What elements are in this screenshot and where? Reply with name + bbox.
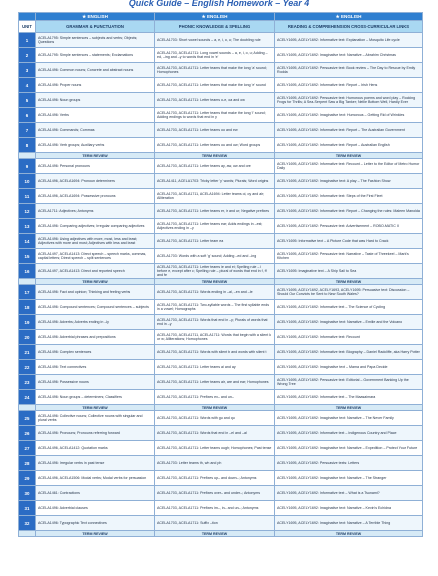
reading-cell: ACELY1695, ACELY1692: Imaginative text: Narrative – Abrahim Christmas xyxy=(275,48,423,63)
phonics-cell: ACELA1703, ACELA1711: Words with gu and qu xyxy=(155,411,275,426)
unit-row xyxy=(19,78,423,93)
reading-cell: ACELY1695, ACELY1692: Informative text: Report – Australian English xyxy=(275,138,423,153)
phonics-cell: ACELA1703, ACELA1711, ACELA1694: Letter teams oi, oy and air; Alliteration xyxy=(155,189,275,204)
grammar-cell: ACELA1795: Simple sentences – subjects and verbs; Objects; Questions xyxy=(36,33,155,48)
unit-number: 16 xyxy=(19,264,36,279)
unit-row xyxy=(19,138,423,153)
grammar-cell: ACELA1496: Comparing adjectives; Irregular comparing adjectives xyxy=(36,219,155,234)
grammar-cell: ACELA1496: Pronouns; Pronouns referring forward xyxy=(36,426,155,441)
unit-row xyxy=(19,159,423,174)
reading-cell: ACELY1695, ACELY1692: Imaginative text: Narrative – A Terrible Thing xyxy=(275,516,423,531)
header-blank xyxy=(19,13,36,21)
review-spacer xyxy=(19,531,36,537)
unit-row xyxy=(19,375,423,390)
unit-number: 10 xyxy=(19,174,36,189)
unit-number: 3 xyxy=(19,63,36,78)
unit-row xyxy=(19,249,423,264)
term-review-label-reading: TERM REVIEW xyxy=(275,405,423,411)
reading-cell: ACELY1695: Imaginative text – A Ship Sail to Sea xyxy=(275,264,423,279)
reading-cell: ACELY1695, ACELY1692: Informative text: Biography – Daniel Radcliffe, aka Harry Potter xyxy=(275,345,423,360)
phonics-header: PHONIC KNOWLEDGE & SPELLING xyxy=(155,21,275,33)
phonics-cell: ACELA1411, ACELA1703: Tricky letter 'y' words; Plurals; Word origins xyxy=(155,174,275,189)
unit-number: 30 xyxy=(19,486,36,501)
unit-number: 7 xyxy=(19,123,36,138)
phonics-cell: ACELA1703: Letter teams th, wh and ph xyxy=(155,456,275,471)
unit-number: 9 xyxy=(19,159,36,174)
grammar-header: GRAMMAR & PUNCTUATION xyxy=(36,21,155,33)
reading-cell: ACELY1695, ACELY1692: Persuasive text: Advertisement – ROBO-MATIC II xyxy=(275,219,423,234)
term-review-label-phonics: TERM REVIEW xyxy=(155,279,275,285)
unit-number: 26 xyxy=(19,426,36,441)
grammar-cell: ACELA1496: Adverbial phrases and prepositions xyxy=(36,330,155,345)
term-review-label-grammar: TERM REVIEW xyxy=(36,279,155,285)
grammar-cell: ACELA1496: Typographic Text connectives xyxy=(36,516,155,531)
phonics-cell: ACELA1703, ACELA1711: Letter team ea xyxy=(155,234,275,249)
phonics-cell: ACELA1703, ACELA1711: Letter teams er, ir and ur; Negative prefixes xyxy=(155,204,275,219)
unit-number: 11 xyxy=(19,189,36,204)
grammar-cell: ACELA1496: Noun groups – determiners; Classifiers xyxy=(36,390,155,405)
phonics-cell: ACELA1703: Short vowel sounds – a, e, i, o, u; The doubling rule xyxy=(155,33,275,48)
reading-cell: ACELY1695, ACELY1692: Informative text: Report – Changing the rules: Maleen Manolda xyxy=(275,204,423,219)
reading-cell: ACELY1695, ACELY1692: Informative text: Report – Irish Hens xyxy=(275,78,423,93)
reading-cell: ACELY1695, ACELY1692: Informative text – The Science of Cycling xyxy=(275,300,423,315)
phonics-cell: ACELA1703: Words with a soft 'g' sound; Adding –ed and –ing xyxy=(155,249,275,264)
unit-row xyxy=(19,315,423,330)
reading-cell: ACELY1695, ACELY1692: Imaginative text: Humorous – Getting Rid of Wrinkles xyxy=(275,108,423,123)
reading-cell: ACELY1695, ACELY1692: Imaginative text: Narrative – Kevin's Echidna xyxy=(275,501,423,516)
reading-cell: ACELY1695, ACELY1692: Informative text – What is a Tsunami? xyxy=(275,486,423,501)
grammar-cell: ACELA1496: Proper nouns xyxy=(36,78,155,93)
table-body xyxy=(19,33,423,537)
phonics-cell: ACELA1703, ACELA1711: Letter teams air, are and ear; Homophones xyxy=(155,375,275,390)
unit-row xyxy=(19,234,423,249)
grammar-cell: ACELA1496: Personal pronouns xyxy=(36,159,155,174)
grammar-cell: ACELA1497, ACELA1413: Direct speech – speech marks, commas, capital letters; Direct speech – split sentences xyxy=(36,249,155,264)
page-title: Quick Guide – English Homework – Year 4 xyxy=(128,0,310,8)
term-review-label-grammar: TERM REVIEW xyxy=(36,405,155,411)
reading-cell: ACELY1695, ACELY1692: Informative text: Report – The Australian Government xyxy=(275,123,423,138)
unit-row xyxy=(19,108,423,123)
unit-number: 25 xyxy=(19,411,36,426)
reading-cell: ACELY1695, ACELY1692: Imaginative text: Narrative – Emilie and the Volcano xyxy=(275,315,423,330)
unit-number: 23 xyxy=(19,375,36,390)
term-review-label-reading: TERM REVIEW xyxy=(275,531,423,537)
term-review-label-grammar: TERM REVIEW xyxy=(36,153,155,159)
reading-cell: ACELY1695, ACELY1692: Imaginative text: Narrative – The Stranger xyxy=(275,471,423,486)
unit-number: 18 xyxy=(19,300,36,315)
unit-row xyxy=(19,411,423,426)
unit-number: 2 xyxy=(19,48,36,63)
grammar-cell: ACELA1496: Collective nouns; Collective nouns with singular and plural verbs xyxy=(36,411,155,426)
grammar-cell: ACELA1711: Adjectives; Antonyms xyxy=(36,204,155,219)
grammar-cell: ACELA1496: Noun groups xyxy=(36,93,155,108)
phonics-cell: ACELA1703, ACELA1711: Suffix –tion xyxy=(155,516,275,531)
grammar-cell: ACELA1497, ACELA1413: Direct and reported speech xyxy=(36,264,155,279)
phonics-cell: ACELA1703, ACELA1711: Words that end in –el and –al xyxy=(155,426,275,441)
phonics-cell: ACELA1703, ACELA1711: Letter teams ou and ow; Word groups xyxy=(155,138,275,153)
grammar-cell: ACELA1496: Compound sentences; Compound sentences – subjects xyxy=(36,300,155,315)
phonics-cell: ACELA1703, ACELA1711: Letter teams ai and ay xyxy=(155,360,275,375)
unit-number: 19 xyxy=(19,315,36,330)
term-review-row xyxy=(19,531,423,537)
reading-cell: ACELY1695, ACELY1692: Persuasive text: Book review – The Day to Rescue by Emily Rodda xyxy=(275,63,423,78)
unit-number: 29 xyxy=(19,471,36,486)
unit-row xyxy=(19,264,423,279)
phonics-cell: ACELA1703, ACELA1711, ACELA1711: Words that begin with a silent k or w; Alliterations; Homophones xyxy=(155,330,275,345)
term-review-label-reading: TERM REVIEW xyxy=(275,153,423,159)
unit-number: 12 xyxy=(19,204,36,219)
phonics-cell: ACELA1703, ACELA1711: Letter teams ie and ei; Spelling rule – i before e, except after c; Spelling rule – plural of words that end in f, ff and fe xyxy=(155,264,275,279)
term-review-label-reading: TERM REVIEW xyxy=(275,279,423,285)
unit-row xyxy=(19,486,423,501)
grammar-cell: ACELA1496: Text connectives xyxy=(36,360,155,375)
phonics-cell: ACELA1703, ACELA1711: Letter teams ough; Homophones; Past tense xyxy=(155,441,275,456)
grammar-cell: ACELA1496, ACELA1694: Possessive pronouns xyxy=(36,189,155,204)
grammar-cell: ACELA1496: Possessive nouns xyxy=(36,375,155,390)
reading-cell: ACELY1695, ACELY1692: Informative text: Steps of the First Fleet xyxy=(275,189,423,204)
homework-table xyxy=(18,12,423,537)
reading-cell: ACELY1695, ACELY1692: Imaginative text: A play – The Fashion Show xyxy=(275,174,423,189)
unit-number: 28 xyxy=(19,456,36,471)
grammar-cell: ACELA1496: Common nouns; Concrete and abstract nouns xyxy=(36,63,155,78)
reading-cell: ACELY1695, ACELY1692: Imaginative text – Mama and Papa Decide xyxy=(275,360,423,375)
reading-cell: ACELY1695, ACELY1692: Informative text: Recount xyxy=(275,330,423,345)
phonics-cell: ACELA1703, ACELA1711: Letter teams oo and ew xyxy=(155,123,275,138)
term-review-label-grammar: TERM REVIEW xyxy=(36,531,155,537)
unit-row xyxy=(19,345,423,360)
unit-row xyxy=(19,471,423,486)
phonics-cell: ACELA1703, ACELA1711: Prefixes over– and under–; Antonyms xyxy=(155,486,275,501)
phonics-cell: ACELA1703, ACELA1711: Prefixes up– and down–; Antonyms xyxy=(155,471,275,486)
phonics-cell: ACELA1703, ACELA1711: Prefixes ex– and un– xyxy=(155,390,275,405)
grammar-cell: ACELA1496: Commands; Commas xyxy=(36,123,155,138)
unit-number: 6 xyxy=(19,108,36,123)
phonics-cell: ACELA1703, ACELA1711: Letter teams that make the long 'e' sound xyxy=(155,78,275,93)
grammar-cell: ACELA1795: Simple sentences – statements; Exclamations xyxy=(36,48,155,63)
reading-cell: ACELY1695, ACELY1692: Informative text: Recount – Letter to the Editor of Metro Humor Daily xyxy=(275,159,423,174)
grammar-cell: ACELA1496: Verbs xyxy=(36,108,155,123)
unit-number: 32 xyxy=(19,516,36,531)
unit-number: 13 xyxy=(19,219,36,234)
header-column-row xyxy=(19,21,423,33)
unit-number: 20 xyxy=(19,330,36,345)
reading-header: READING & COMPREHENSION CROSS-CURRICULAR LINKS xyxy=(275,21,423,33)
reading-cell: ACELY1695, ACELY1692: Persuasive texts: Letters xyxy=(275,456,423,471)
unit-number: 5 xyxy=(19,93,36,108)
header-group-row xyxy=(19,13,423,21)
reading-cell: ACELY1695, ACELY1692: Informative text: Explanation – Mosquito Life cycle xyxy=(275,33,423,48)
phonics-cell: ACELA1703, ACELA1711: Letter teams o-e, oa and ow xyxy=(155,93,275,108)
grammar-cell: ACELA1461: Contractions xyxy=(36,486,155,501)
unit-row xyxy=(19,285,423,300)
group-label-2: ★ ENGLISH xyxy=(155,13,275,21)
unit-row xyxy=(19,204,423,219)
reading-cell: ACELY1695, ACELY1692: Informative text – The Maasaimara xyxy=(275,390,423,405)
grammar-cell: ACELA1496: Fact and opinion; Thinking and feeling verbs xyxy=(36,285,155,300)
unit-row xyxy=(19,33,423,48)
grammar-cell: ACELA1496: Irregular verbs in past tense xyxy=(36,456,155,471)
unit-number: 14 xyxy=(19,234,36,249)
phonics-cell: ACELA1703, ACELA1711: Two-syllable words – The first syllable ends in a vowel; Homographs xyxy=(155,300,275,315)
reading-cell: ACELY1695, ACELY1692: Imaginative text: Narrative – Expedition – Protect Your Future xyxy=(275,441,423,456)
unit-row xyxy=(19,456,423,471)
term-review-label-phonics: TERM REVIEW xyxy=(155,153,275,159)
unit-number: 22 xyxy=(19,360,36,375)
unit-row xyxy=(19,360,423,375)
group-label-3: ★ ENGLISH xyxy=(275,13,423,21)
grammar-cell: ACELA1496, ACELA1694: Pronoun determiners xyxy=(36,174,155,189)
unit-row xyxy=(19,300,423,315)
phonics-cell: ACELA1703, ACELA1711: Letter teams ay, aw, ow and ore xyxy=(155,159,275,174)
term-review-label-phonics: TERM REVIEW xyxy=(155,531,275,537)
grammar-cell: ACELA1496: Adverbs; Adverbs ending in –ly xyxy=(36,315,155,330)
unit-row xyxy=(19,516,423,531)
phonics-cell: ACELA1703, ACELA1711: Words ending in –al, –en and –le xyxy=(155,285,275,300)
unit-row xyxy=(19,174,423,189)
unit-number: 24 xyxy=(19,390,36,405)
phonics-cell: ACELA1703, ACELA1711: Prefixes im–, in– and un–; Antonyms xyxy=(155,501,275,516)
unit-row xyxy=(19,501,423,516)
unit-number: 1 xyxy=(19,33,36,48)
reading-cell: ACELY1695, ACELY1692: Persuasive text: Humorous poems and word play – Rocking Frogs for Thrills; A Sea-Serpent Saw a Big Tanker; Nellie Bottom Well, Hardly Ever xyxy=(275,93,423,108)
reading-cell: ACELY1695, ACELY1692, ACELY1693, ACELY1695: Persuasive text: Discussion – Should Our Convicts be Sent to New South Wales? xyxy=(275,285,423,300)
group-label-1: ★ ENGLISH xyxy=(36,13,155,21)
reading-cell: ACELY1695, ACELY1692: Informative text – Indigenous Country and Place xyxy=(275,426,423,441)
grammar-cell: ACELA1496: Complex sentences xyxy=(36,345,155,360)
unit-number: 4 xyxy=(19,78,36,93)
grammar-cell: ACELA1496: Using adjectives with more, most, less and least; Adjectives with more and most; Adjectives with less and least xyxy=(36,234,155,249)
unit-row xyxy=(19,123,423,138)
unit-header: UNIT xyxy=(19,21,36,33)
phonics-cell: ACELA1703, ACELA1711: Words with silent b and words with silent t xyxy=(155,345,275,360)
unit-number: 17 xyxy=(19,285,36,300)
unit-number: 8 xyxy=(19,138,36,153)
phonics-cell: ACELA1703, ACELA1711: Words that end in –y; Plurals of words that end in –y xyxy=(155,315,275,330)
unit-row xyxy=(19,330,423,345)
unit-row xyxy=(19,426,423,441)
grammar-cell: ACELA1496, ACELA1506: Modal verbs; Modal verbs for persuasion xyxy=(36,471,155,486)
phonics-cell: ACELA1703, ACELA1711: Long vowel sounds – a, e, i, o, u; Adding –ed, –ing and –y to words that end in 'e' xyxy=(155,48,275,63)
reading-cell: ACELY1695, ACELY1692: Persuasive text: Narrative – Taste of Threekeel – Mark's Kitchen xyxy=(275,249,423,264)
reading-cell: ACELY1695, ACELY1692: Imaginative text: Narrative – The Never Family xyxy=(275,411,423,426)
unit-number: 21 xyxy=(19,345,36,360)
term-review-label-phonics: TERM REVIEW xyxy=(155,405,275,411)
reading-cell: ACELY1695, ACELY1692: Persuasive text: Editorial – Government Banking Up the Wrong Tree xyxy=(275,375,423,390)
grammar-cell: ACELA1496, ACELA1412: Quotation marks xyxy=(36,441,155,456)
unit-number: 27 xyxy=(19,441,36,456)
unit-row xyxy=(19,219,423,234)
grammar-cell: ACELA1496: Verb groups; Auxiliary verbs xyxy=(36,138,155,153)
unit-number: 15 xyxy=(19,249,36,264)
reading-cell: ACELY1695: Informative text – A Picture Code that was Hard to Crack xyxy=(275,234,423,249)
unit-row xyxy=(19,390,423,405)
unit-row xyxy=(19,441,423,456)
phonics-cell: ACELA1703, ACELA1711: Letter teams that make the long 'a' sound; Homophones xyxy=(155,63,275,78)
unit-row xyxy=(19,93,423,108)
unit-row xyxy=(19,48,423,63)
phonics-cell: ACELA1703, ACELA1711: Letter teams ear; Adds endings in –est; Adjectives ending in –y xyxy=(155,219,275,234)
phonics-cell: ACELA1703, ACELA1711: Letter teams that make the long 'i' sound; Adding endings to words that end in y xyxy=(155,108,275,123)
unit-number: 31 xyxy=(19,501,36,516)
unit-row xyxy=(19,189,423,204)
unit-row xyxy=(19,63,423,78)
grammar-cell: ACELA1496: Adverbial clauses xyxy=(36,501,155,516)
